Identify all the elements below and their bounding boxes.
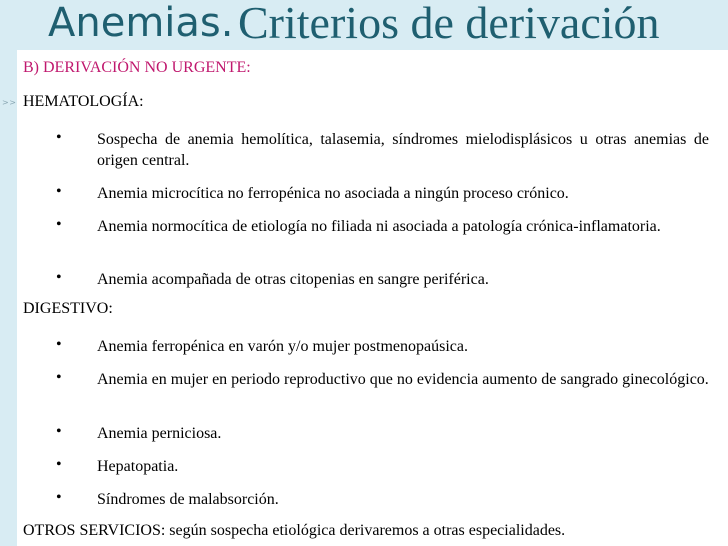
list-item: Anemia microcítica no ferropénica no asociada a ningún proceso crónico. [97, 185, 569, 202]
bullet-icon: • [56, 423, 62, 440]
bullet-icon: • [56, 489, 62, 506]
bullet-icon: • [56, 456, 62, 473]
subheading: B) DERIVACIÓN NO URGENTE: [23, 59, 251, 76]
slide-title-part2: Criterios de derivación [238, 0, 660, 48]
bullet-icon: • [56, 269, 62, 286]
list-item: Anemia ferropénica en varón y/o mujer postmenopaúsica. [97, 338, 468, 355]
list-item: Sospecha de anemia hemolítica, talasemia, síndromes mielodisplásicos u otras anemias de origen central. [97, 131, 709, 169]
slide-title-part1: Anemias. [48, 0, 234, 46]
list-item: Anemia normocítica de etiología no filiada ni asociada a patología crónica-inflamatoria. [97, 218, 661, 235]
list-item: Síndromes de malabsorción. [97, 491, 279, 508]
section-heading-hematologia: HEMATOLOGÍA: [23, 93, 144, 110]
bullet-icon: • [56, 369, 62, 386]
list-item: Hepatopatia. [97, 458, 179, 475]
slide-title [0, 0, 728, 50]
list-item: Anemia en mujer en periodo reproductivo que no evidencia aumento de sangrado ginecológico. [97, 371, 709, 388]
bullet-icon: • [56, 129, 62, 146]
list-item: Anemia acompañada de otras citopenias en sangre periférica. [97, 271, 489, 288]
list-item: Anemia perniciosa. [97, 425, 222, 442]
bullet-icon: • [56, 183, 62, 200]
side-arrow-marker: > > [2, 98, 15, 107]
bullet-icon: • [56, 216, 62, 233]
section-heading-digestivo: DIGESTIVO: [23, 300, 113, 317]
footer-note: OTROS SERVICIOS: según sospecha etiológica derivaremos a otras especialidades. [23, 522, 566, 539]
bullet-icon: • [56, 336, 62, 353]
